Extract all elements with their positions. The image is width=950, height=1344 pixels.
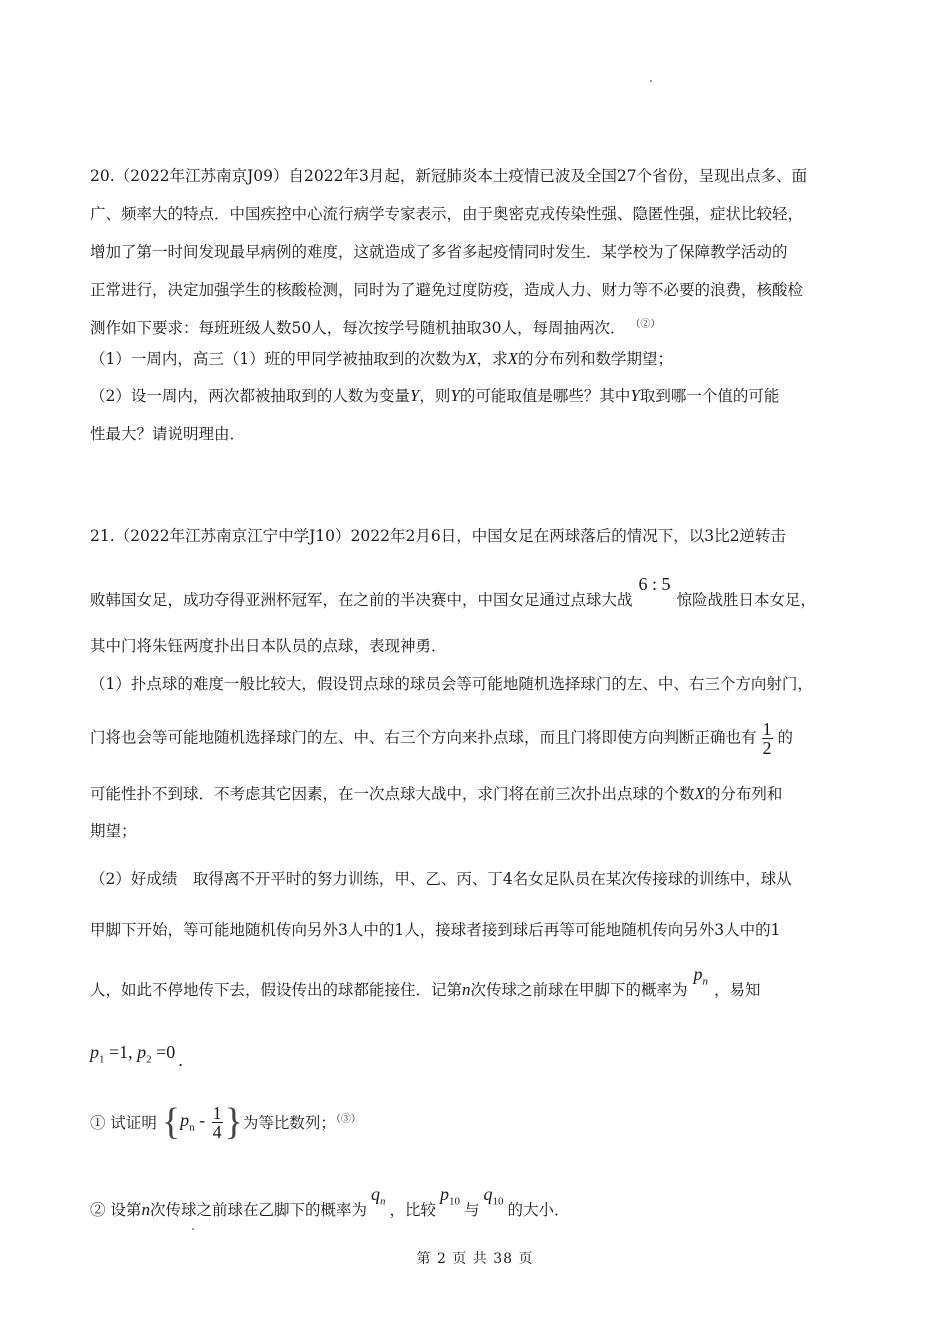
fraction-denominator: 4: [212, 1121, 222, 1142]
variable-q: q: [370, 1184, 380, 1204]
q20-part-2-text: 的可能取值是哪些？其中: [459, 387, 631, 405]
q20-line-1: 20.（2022年江苏南京J09）自2022年3月起，新冠肺炎本土疫情已波及全国27个省份，呈现出点多、面: [90, 167, 808, 185]
variable-y: Y: [630, 386, 640, 405]
q20-line-5-text: 测作如下要求：每班班级人数50人，每次按学号随机抽取30人，每周抽两次．: [90, 319, 626, 337]
q21-line-10: [90, 964, 761, 1003]
scan-dot: [192, 1228, 194, 1230]
period: .: [178, 1050, 183, 1070]
variable-q: q: [483, 1184, 493, 1204]
variable-n: n: [141, 1200, 150, 1219]
fraction-numerator: 1: [212, 1102, 222, 1123]
right-brace-icon: }: [224, 1101, 243, 1143]
q21-line-2: [90, 574, 817, 610]
q20-part-1: [90, 347, 673, 369]
math-p-10: [440, 1184, 460, 1208]
page-footer: 第 2 页 共 38 页: [416, 1251, 534, 1267]
q21-line-7: 期望；: [90, 822, 137, 840]
q20-part-2-text: （2）设一周内，两次都被抽取到的人数为变量: [90, 387, 410, 405]
q21-line-8: （2）好成绩 取得离不开平时的努力训练，甲、乙、丙、丁4名女足队员在某次传接球的训练中，球从: [90, 870, 792, 888]
q21-line-9: 甲脚下开始，等可能地随机传向另外3人中的1人，接球者接到球后再等可能地随机传向另外3人中的1: [90, 921, 781, 939]
math-text: =1,: [104, 1042, 138, 1062]
subscript: 10: [448, 1195, 460, 1208]
math-text: =0: [151, 1042, 176, 1062]
variable-x: X: [694, 784, 705, 803]
q21-line-6: [90, 782, 782, 804]
fraction-denominator: 2: [762, 738, 772, 758]
subscript: n: [189, 1121, 195, 1134]
q20-line-2: 广、频率大的特点．中国疾控中心流行病学专家表示，由于奥密克戎传染性强、隐匿性强，症状比较轻，: [90, 205, 804, 223]
q21-line-10-text: ，易知: [714, 981, 761, 999]
math-initial-values: [90, 1042, 183, 1070]
variable-p: p: [693, 964, 703, 984]
q21-line-6-text: 的分布列和: [704, 785, 783, 803]
math-p-n: [694, 964, 709, 988]
fraction-one-half: [762, 720, 773, 757]
q20-line-3: 增加了第一时间发现最早病例的难度，这就造成了多省多起疫情同时发生．某学校为了保障教学活动的: [90, 243, 788, 261]
math-geometric-sequence: [162, 1100, 243, 1144]
q20-part-1-text: （1）一周内，高三（1）班的甲同学被抽取到的次数为: [90, 350, 467, 368]
q20-part-1-text: 的分布列和数学期望；: [518, 350, 674, 368]
q21-line-5: [90, 720, 793, 757]
subscript: 10: [492, 1195, 504, 1208]
variable-p: p: [439, 1184, 449, 1204]
variable-y: Y: [409, 386, 420, 405]
subscript: 2: [146, 1053, 152, 1066]
q21-line-2-text: 败韩国女足，成功夺得亚洲杯冠军，在之前的半决赛中，中国女足通过点球大战: [90, 591, 633, 609]
q20-part-2-text: 取到哪一个值的可能: [639, 387, 780, 405]
scan-dot: [650, 80, 652, 82]
variable-p: p: [180, 1110, 190, 1131]
q21-line-10-text: 人，如此不停地传下去，假设传出的球都能接住．记第: [90, 981, 463, 999]
q20-line-8: 性最大？请说明理由．: [90, 425, 246, 443]
q21-sub-2-text: ② 设第: [90, 1201, 142, 1219]
subscript: n: [702, 975, 709, 988]
q21-sub-1-text: ① 试证明: [90, 1114, 157, 1132]
q21-sub-1-text: 为等比数列；: [242, 1114, 336, 1132]
q20-line-4: 正常进行，决定加强学生的核酸检测，同时为了避免过度防疫，造成人力、财力等不必要的浪费，核酸检: [90, 281, 804, 299]
q20-part-1-text: ，求: [476, 350, 508, 368]
q20-part-2-text: ，则: [419, 387, 451, 405]
fraction-numerator: 1: [762, 719, 772, 739]
q21-sub-1: [90, 1100, 361, 1144]
subscript: n: [379, 1195, 386, 1208]
variable-n: n: [462, 980, 471, 999]
footnote-mark: （③）: [335, 1113, 361, 1125]
q21-line-4: （1）扑点球的难度一般比较大，假设罚点球的球员会等可能地随机选择球门的左、中、右三个方向射门，: [90, 675, 813, 693]
variable-p: p: [90, 1042, 99, 1062]
q20-line-5: [90, 315, 660, 338]
q21-sub-2-text: 与: [463, 1201, 480, 1219]
q21-sub-2-text: 次传球之前球在乙脚下的概率为: [149, 1201, 367, 1219]
variable-x: X: [507, 349, 519, 368]
math-q-n: [371, 1184, 386, 1208]
variable-p: p: [137, 1042, 147, 1062]
variable-x: X: [466, 349, 477, 368]
fraction-one-quarter: [212, 1104, 223, 1141]
q21-line-1: 21.（2022年江苏南京江宁中学J10）2022年2月6日，中国女足在两球落后的情况下，以3比2逆转击: [90, 527, 786, 545]
variable-y: Y: [450, 386, 460, 405]
minus-sign: -: [194, 1110, 210, 1131]
math-q-10: [483, 1184, 503, 1208]
q21-line-2-text: 惊险战胜日本女足，: [676, 591, 817, 609]
q21-line-5-text: 门将也会等可能地随机选择球门的左、中、右三个方向来扑点球，而且门将即使方向判断正确也有: [90, 728, 757, 747]
left-brace-icon: {: [161, 1101, 181, 1143]
subscript: 1: [99, 1053, 105, 1066]
q21-sub-2: [90, 1184, 570, 1223]
q21-sub-2-text: 的大小．: [507, 1201, 570, 1219]
q20-part-2: [90, 384, 779, 406]
q21-line-5-text: 的: [777, 728, 794, 747]
q21-line-6-text: 可能性扑不到球．不考虑其它因素，在一次点球大战中，求门将在前三次扑出点球的个数: [90, 785, 695, 803]
score-6-5: 6 : 5: [638, 574, 671, 594]
q21-line-3: 其中门将朱钰两度扑出日本队员的点球，表现神勇．: [90, 637, 447, 655]
footnote-mark: （②）: [630, 319, 661, 330]
q21-line-10-text: 次传球之前球在甲脚下的概率为: [470, 981, 688, 999]
q21-sub-2-text: ，比较: [389, 1201, 436, 1219]
